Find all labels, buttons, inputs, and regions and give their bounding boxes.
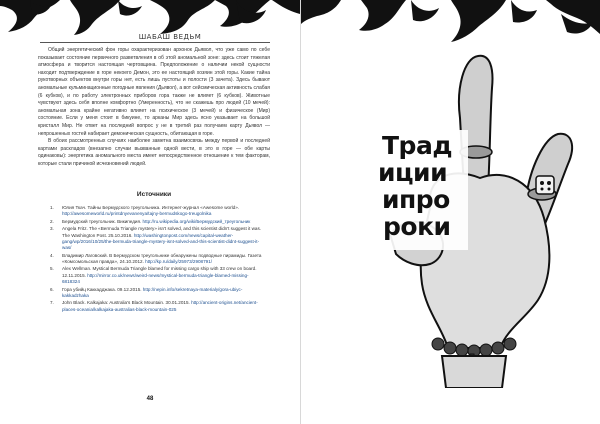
- source-number: 2.: [50, 218, 54, 224]
- source-number: 6.: [50, 286, 54, 292]
- source-body: [62, 266, 265, 285]
- body-paragraph: Общий энергетический фон горы охарактеризован архонок Дьявол, что уже само по себе показывает состояние первичного разветвления в об этой аномальной зоне: здесь стоит тяжелая атмосфера и творится настоящая чертовщина. Предположение о наличии некой сущности находит подтверждение в горе некоего Демон, это ее настоящий хозяин этой горы. Какие тайна рукотворных объектов внутри горы нет, есть лишь пустоты и полости (3 зачета). Здесь бывают аномальные кульминационные погодные явления (Дьявол), а вот сейсмическая активность слабая (6 кубков), и по работу электронных приборов гора также не влияет (6 кубков). Животные чувствуют здесь себя вполне комфортно (Умеренность), что не скажешь про людей (10 мечей): аномальная зона крайне негативно влияет на психическое (3 мечей) и физическое (Мир) состояние. Если у меня стоит в бикуине, то арканы Мир здесь ясно указывает на большой кристалл Мир. Не ответ на последний вопрос у не в третий раз получаем карту Дьявол — непрошенных гостей набирает демоническая сущность, обитающая в горе.: [38, 47, 270, 137]
- title-line: Трад: [382, 131, 453, 160]
- source-item: [50, 253, 265, 266]
- source-link[interactable]: http://nepin.info/sekretnaya-materialy/gora-ubiyc-kakkadzhaka: [62, 286, 243, 298]
- sources-heading: Источники: [136, 191, 172, 198]
- source-text: Angela Fritz. The «Bermuda Triangle mystery» isn't solved, and this scientist didn't suggest it was. The Washington Post. 25.10.2016.: [62, 226, 262, 238]
- title-line: роки: [383, 212, 451, 241]
- body-paragraph: В обоих рассмотренных случаях наиболее заметна взаимосвязь между первой и последней картами раскладов (внезапно случаи вызванные одной вести, в это в горе — обе карты одинаковы): энергетика аномального места имеет непосредственное отношение к тем факторам, которые стали причиной исчезновений людей.: [38, 138, 270, 167]
- sources-list: [50, 205, 265, 314]
- source-item: [50, 205, 265, 218]
- header-rule: [40, 42, 270, 43]
- source-body: [62, 253, 265, 266]
- page-number: 48: [146, 396, 154, 402]
- source-body: [62, 300, 265, 313]
- source-text: Владимир Лаговский. В Бермудском треугольнике обнаружены подводные пирамиды. Газета «Комсомольская правда», 24.10.2012.: [62, 252, 262, 264]
- source-number: 7.: [50, 300, 54, 306]
- source-link[interactable]: http://kp.ru/daily/25973/2908791/: [145, 258, 213, 264]
- source-item: [50, 219, 265, 225]
- title-line: иции: [378, 158, 448, 187]
- source-body: [62, 226, 265, 251]
- source-item: [50, 266, 265, 285]
- source-number: 4.: [50, 252, 54, 258]
- body-text: [38, 47, 270, 169]
- source-item: [50, 226, 265, 251]
- source-body: [62, 219, 250, 225]
- title-line: ипро: [382, 185, 450, 214]
- source-text: Гора убийц Каккадджака. 09.12.2015.: [62, 286, 143, 292]
- source-number: 1.: [50, 205, 54, 210]
- source-text: Alex Wellman. Mystical Bermuda Triangle blamed for missing cargo ship with 33 crew on board. 12.11.2015.: [62, 266, 257, 278]
- source-body: [62, 205, 265, 218]
- source-link[interactable]: http://washingtonpost.com/news/capital-weather-gang/wp/2016/10/25/the-bermuda-triangle-mystery-isnt-solved-and-this-scientist-didnt-suggest-it-was/: [62, 232, 260, 251]
- tribal-ornament-icon: [301, 0, 600, 48]
- source-number: 5.: [50, 266, 54, 272]
- source-number: 3.: [50, 226, 54, 232]
- source-text: John Black. Kalkajaka: Australia's Black Mountain. 30.01.2015.: [62, 300, 192, 306]
- source-text: Бермудский треугольник. Википедия.: [62, 218, 143, 224]
- source-link[interactable]: http://mirror.co.uk/news/weird-news/mystical-bermuda-triangle-blamed-missing-6818324: [62, 272, 249, 285]
- source-item: [50, 287, 265, 300]
- source-body: [62, 287, 265, 300]
- source-link[interactable]: http://awesomeworld.ru/printdnyevanenya/tajny-bermudskogo-treugolnika: [62, 211, 212, 217]
- tribal-ornament-icon: [0, 0, 300, 36]
- source-text: Юлия Ткач. Тайны Бермудского треугольника. Интернет-журнал «Awesome world».: [62, 205, 240, 210]
- source-item: [50, 300, 265, 313]
- source-link[interactable]: http://ancient-origins.net/ancient-places-oceania/kalkajaka-australias-black-mountain-025: [62, 300, 258, 312]
- source-link[interactable]: http://ru.wikipedia.org/wiki/Бермудский_треугольник: [142, 218, 251, 224]
- running-head: ШАБАШ ВЕДЬМ: [138, 33, 202, 41]
